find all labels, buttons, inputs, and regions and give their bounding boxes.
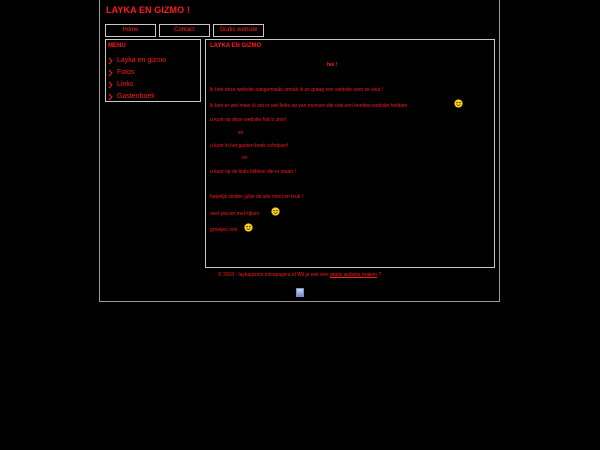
footer [100,272,499,278]
chevron-right-icon [108,93,114,101]
content-line: en [242,155,248,161]
sidebar-item-label: Gastenboek [117,93,155,100]
content-panel [205,39,495,268]
menu-title: MENU [108,43,126,49]
content-line: u kunt in het gasten boek schrijven! [210,143,289,149]
sidebar-item-label: Links [117,81,134,88]
content-line: veel plezier met kijken [210,211,260,217]
chevron-right-icon [108,69,114,77]
nav-gratis-website-button[interactable]: Gratis website [213,24,264,37]
sidebar-item-layka-en-gizmo[interactable] [108,55,200,67]
smiley-icon [244,223,253,232]
content-line: u kunt op de links klikken die er staan ! [210,169,296,175]
content-line: en [238,130,244,136]
sidebar-item-label: Fotos [117,69,135,76]
page-container [99,0,500,302]
content-line: hopelijk vinden jullie de site mooi en leuk ! [210,194,304,200]
content-line: ik heb deze website aangemaakt omdat ik zo graag een website voor ze wou ! [210,87,384,93]
site-badge-icon[interactable] [296,288,304,297]
content-heading: hoi ! [327,62,338,68]
nav-home-button[interactable]: Home [105,24,156,37]
sidebar-item-fotos[interactable] [108,67,200,79]
site-title: LAYKA EN GIZMO ! [106,5,190,15]
chevron-right-icon [108,81,114,89]
content-line: u kunt op deze website foto's zien! [210,117,287,123]
footer-copyright: © 2018 - laykagizmo.inloopagina.nl Wil je ook een [217,272,330,278]
content-line: ik ben er wel meer ik zet er wel links op van mensen die ook een honden website hebben [210,103,408,109]
smiley-icon [454,99,463,108]
smiley-icon [271,207,280,216]
footer-suffix: ? [376,272,382,278]
nav-contact-button[interactable]: Contact [159,24,210,37]
sidebar-item-gastenboek[interactable] [108,91,200,103]
content-line: groetjes orlo [210,227,238,233]
footer-gratis-website-link[interactable]: gratis website maken [329,272,377,278]
sidebar-item-links[interactable] [108,79,200,91]
sidebar-menu [105,39,201,102]
sidebar-item-label: Layka en gizmo [117,57,167,64]
content-title: LAYKA EN GIZMO [210,43,262,49]
chevron-right-icon [108,57,114,65]
